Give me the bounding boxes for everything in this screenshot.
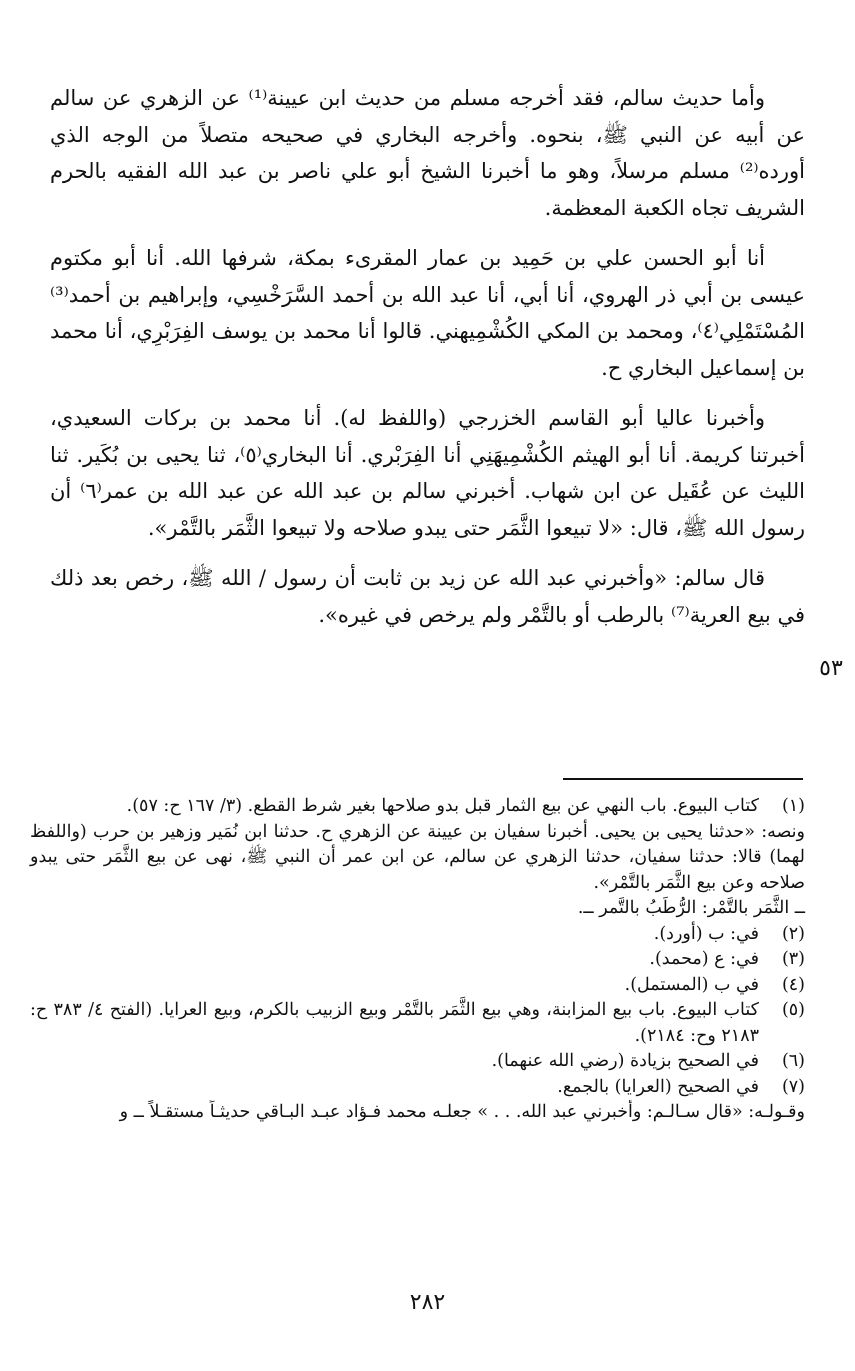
footnote-separator — [563, 778, 803, 780]
footnote-number: (٤) — [781, 974, 805, 995]
paragraph-salim-quote: قال سالم: «وأخبرني عبد الله عن زيد بن ثابت أن رسول / الله ﷺ، رخص بعد ذلك في بيع العرية⁽⁷⁾ بالرطب أو بالتَّمْر ولم يرخص في غيره». — [50, 566, 805, 627]
footnote-item — [30, 1049, 805, 1075]
footnote-continuation: ونصه: «حدثنا يحيى بن يحيى. أخبرنا سفيان بن عيينة عن الزهري ح. حدثنا ابن نُمَير وزهير بن حرب (واللفظ لهما) قالا: حدثنا سفيان، حدثنا الزهري عن سالم، عن ابن عمر أن النبي ﷺ، نهى عن بيع الثَّمَر حتى يبدو صلاحه وعن بيع الثَّمَر بالتَّمْر». — [30, 821, 805, 893]
page-number: ٢٨٢ — [409, 1290, 446, 1315]
footnote-tail: وقـولـه: «قال سـالـم: وأخبرني عبد الله. . . » جعلـه محمد فـؤاد عبـد البـاقي حديثـاً مستقـلاً ــ و — [119, 1102, 805, 1122]
manuscript-folio-number: ٥٣ — [819, 656, 843, 681]
footnote-item — [30, 998, 805, 1049]
footnote-text: كتاب البيوع. باب بيع المزابنة، وهي بيع الثَّمَر بالتَّمْر وبيع الزبيب بالكرم، وبيع العرايا. (الفتح ٤/ ٣٨٣ ح: ٢١٨٣ وح: ٢١٨٤). — [30, 1000, 759, 1046]
footnote-number: (٥) — [781, 1000, 805, 1020]
paragraph-salim-hadith: وأما حديث سالم، فقد أخرجه مسلم من حديث ابن عيينة⁽¹⁾ عن الزهري عن سالم عن أبيه عن النبي ﷺ، بنحوه. وأخرجه البخاري في صحيحه متصلاً من الوجه الذي أورده⁽²⁾ مسلم مرسلاً، وهو ما أخبرنا الشيخ أبو علي ناصر بن عبد الله الفقيه بالحرم الشريف تجاه الكعبة المعظمة. — [50, 86, 805, 220]
footnote-number: (٢) — [781, 923, 805, 944]
footnote-item — [30, 922, 805, 948]
footnotes — [30, 794, 805, 1126]
footnote-item — [30, 1075, 805, 1101]
footnote-item — [30, 947, 805, 973]
paragraph-isnad-chain: أنا أبو الحسن علي بن حَمِيد بن عمار المقرىء بمكة، شرفها الله. أنا أبو مكتوم عيسى بن أبي ذر الهروي، أنا أبي، أنا عبد الله بن أحمد السَّرَخْسِي، وإبراهيم بن أحمد⁽³⁾ المُسْتَمْلِي⁽٤⁾، ومحمد بن المكي الكُشْمِيهني. قالوا أنا محمد بن يوسف الفِرَبْرِي، أنا محمد بن إسماعيل البخاري ح. — [50, 246, 805, 380]
footnote-continuation: ــ الثَّمَر بالتَّمْر: الرُّطَبُ بالتَّمر ــ. — [577, 898, 805, 918]
footnote-item — [30, 973, 805, 999]
footnote-number: (٣) — [781, 949, 805, 969]
footnote-text: في ب (المستمل). — [624, 974, 759, 995]
footnote-text: في الصحيح (العرايا) بالجمع. — [557, 1076, 759, 1097]
footnote-number: (١) — [781, 796, 805, 816]
main-text — [50, 80, 805, 647]
footnote-text: في الصحيح بزيادة (رضي الله عنهما). — [491, 1051, 759, 1071]
footnote-item — [30, 794, 805, 820]
paragraph-khazraji-narration: وأخبرنا عاليا أبو القاسم الخزرجي (واللفظ له). أنا محمد بن بركات السعيدي، أخبرتنا كريمة. أنا أبو الهيثم الكُشْمِيهَنِي أنا الفِرَبْري. أنا البخاري⁽٥⁾، ثنا يحيى بن بُكَير. ثنا الليث عن عُقَيل عن ابن شهاب. أخبرني سالم بن عبد الله عن عبد الله بن عمر⁽٦⁾ أن رسول الله ﷺ، قال: «لا تبيعوا الثَّمَر حتى يبدو صلاحه ولا تبيعوا الثَّمَر بالتَّمْر». — [50, 406, 806, 540]
footnote-text: في: ع (محمد). — [649, 949, 759, 969]
footnote-text: كتاب البيوع. باب النهي عن بيع الثمار قبل بدو صلاحها بغير شرط القطع. (٣/ ١٦٧ ح: ٥٧). — [126, 796, 759, 816]
footnote-number: (٧) — [781, 1076, 805, 1097]
footnote-number: (٦) — [781, 1051, 805, 1071]
footnote-text: في: ب (أورد). — [653, 923, 759, 944]
